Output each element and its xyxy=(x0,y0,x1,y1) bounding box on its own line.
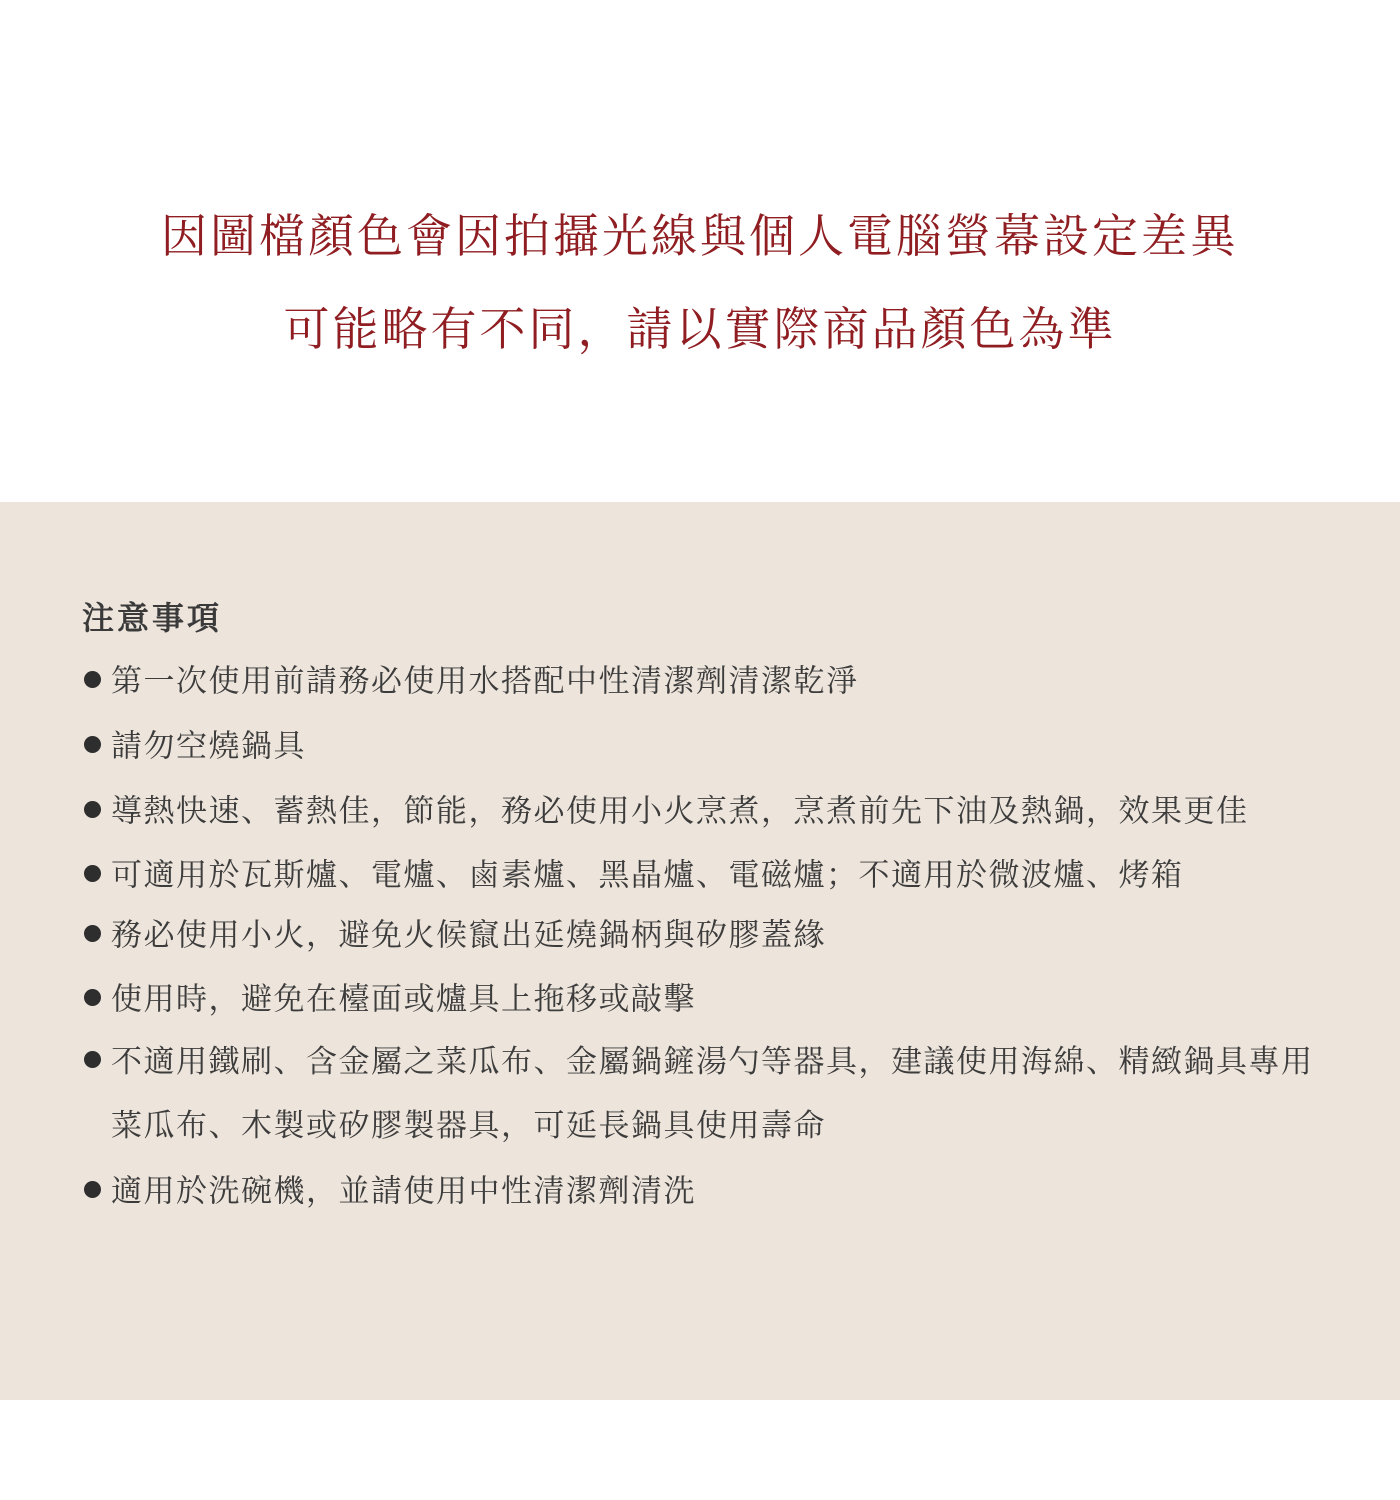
precaution-text: 可適用於瓦斯爐、電爐、鹵素爐、黑晶爐、電磁爐；不適用於微波爐、烤箱 xyxy=(111,857,1184,894)
color-disclaimer xyxy=(0,0,1400,502)
bottom-spacer xyxy=(0,1400,1400,1500)
precautions-panel xyxy=(0,502,1400,1400)
precaution-item-7 xyxy=(84,1030,1374,1158)
precaution-item-5 xyxy=(84,902,1374,968)
bullet-icon xyxy=(84,801,101,818)
precaution-text: 使用時，避免在檯面或爐具上拖移或敲擊 xyxy=(111,981,696,1018)
bullet-icon xyxy=(84,1051,101,1068)
bullet-icon xyxy=(84,989,101,1006)
precaution-item-8 xyxy=(84,1158,1374,1224)
bullet-icon xyxy=(84,671,101,688)
disclaimer-line-2: 可能略有不同，請以實際商品顏色為準 xyxy=(283,302,1117,356)
precaution-text: 務必使用小火，避免火候竄出延燒鍋柄與矽膠蓋緣 xyxy=(111,917,826,954)
precaution-item-1 xyxy=(84,648,1374,714)
precaution-item-4 xyxy=(84,842,1374,908)
bullet-icon xyxy=(84,1181,101,1198)
precaution-text: 適用於洗碗機，並請使用中性清潔劑清洗 xyxy=(111,1173,696,1210)
precaution-text: 不適用鐵刷、含金屬之菜瓜布、金屬鍋鏟湯勺等器具，建議使用海綿、精緻鍋具專用菜瓜布、木製或矽膠製器具，可延長鍋具使用壽命 xyxy=(111,1044,1314,1144)
precaution-text: 第一次使用前請務必使用水搭配中性清潔劑清潔乾淨 xyxy=(111,663,859,700)
precautions-title: 注意事項 xyxy=(82,599,223,637)
bullet-icon xyxy=(84,925,101,942)
precaution-item-3 xyxy=(84,778,1374,844)
bullet-icon xyxy=(84,736,101,753)
precaution-item-6 xyxy=(84,966,1374,1032)
precaution-item-2 xyxy=(84,713,1374,779)
precaution-text: 請勿空燒鍋具 xyxy=(111,728,306,765)
precaution-text: 導熱快速、蓄熱佳，節能，務必使用小火烹煮，烹煮前先下油及熱鍋，效果更佳 xyxy=(111,793,1249,830)
bullet-icon xyxy=(84,865,101,882)
disclaimer-line-1: 因圖檔顏色會因拍攝光線與個人電腦螢幕設定差異 xyxy=(161,209,1239,263)
